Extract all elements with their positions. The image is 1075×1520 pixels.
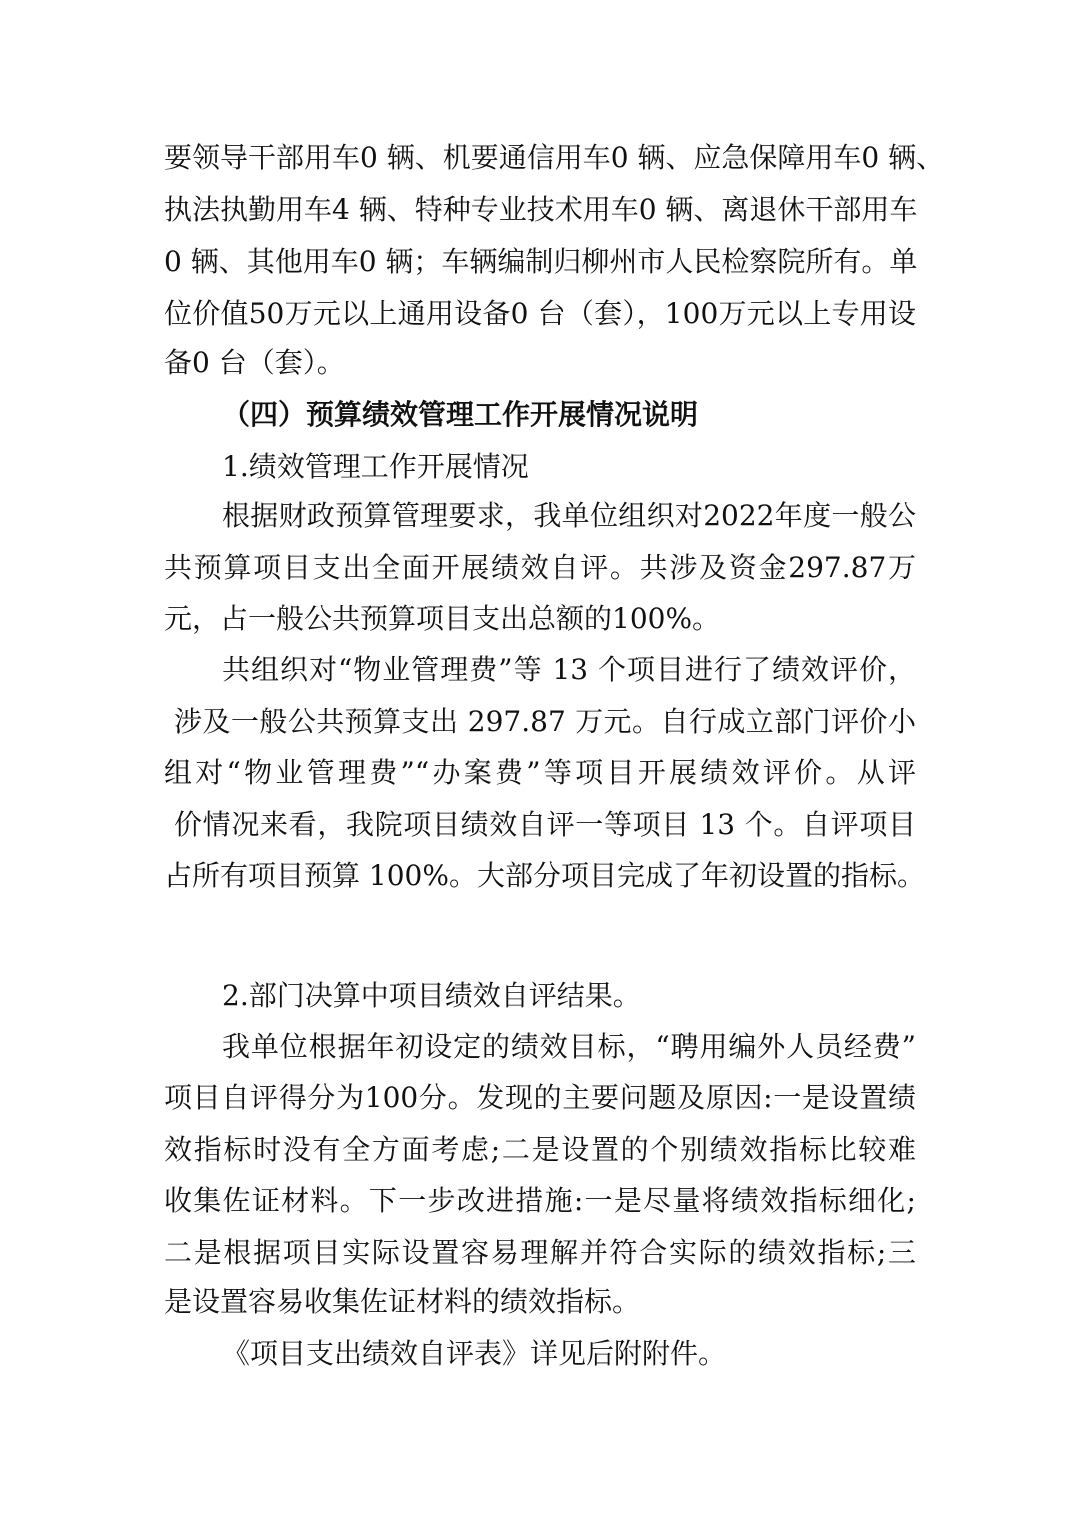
body-text-line: 元，占一般公共预算项目支出总额的100%。 [164,602,721,635]
body-text-line: 涉及一般公共预算支出 297.87 万元。自行成立部门评价小 [174,705,916,738]
body-text-line: 价情况来看，我院项目绩效自评一等项目 13 个。自评项目 [174,808,916,841]
body-text-line: 二是根据项目实际设置容易理解并符合实际的绩效指标;三 [164,1236,916,1269]
body-text-line: 效指标时没有全方面考虑;二是设置的个别绩效指标比较难 [164,1133,916,1166]
body-text-line: 0 辆、其他用车0 辆；车辆编制归柳州市人民检察院所有。单 [164,245,918,278]
attachment-note: 《项目支出绩效自评表》详见后附附件。 [222,1337,727,1370]
body-text-line: 我单位根据年初设定的绩效目标，“聘用编外人员经费” [222,1030,916,1063]
body-text-line: 组对“物业管理费”“办案费”等项目开展绩效评价。从评 [164,756,916,789]
body-text-line: 共组织对“物业管理费”等 13 个项目进行了绩效评价， [222,653,916,686]
subheading-1: 1.绩效管理工作开展情况 [222,450,529,483]
body-text-line: 根据财政预算管理要求，我单位组织对2022年度一般公 [222,499,916,532]
body-text-line: 是设置容易收集佐证材料的绩效指标。 [164,1285,641,1318]
body-text-line: 执法执勤用车4 辆、特种专业技术用车0 辆、离退休干部用车 [164,193,918,226]
body-text-line: 项目自评得分为100分。发现的主要问题及原因:一是设置绩 [164,1081,916,1114]
body-text-line: 位价值50万元以上通用设备0 台（套），100万元以上专用设 [164,297,916,330]
body-text-line: 共预算项目支出全面开展绩效自评。共涉及资金297.87万 [164,551,916,584]
body-text-line: 要领导干部用车0 辆、机要通信用车0 辆、应急保障用车0 辆、 [164,141,945,174]
body-text-line: 占所有项目预算 100%。大部分项目完成了年初设置的指标。 [164,859,925,892]
body-text-line: 备0 台（套）。 [164,346,345,379]
body-text-line: 收集佐证材料。下一步改进措施:一是尽量将绩效指标细化; [164,1184,916,1217]
subheading-2: 2.部门决算中项目绩效自评结果。 [222,979,641,1012]
section-heading: （四）预算绩效管理工作开展情况说明 [222,398,699,431]
